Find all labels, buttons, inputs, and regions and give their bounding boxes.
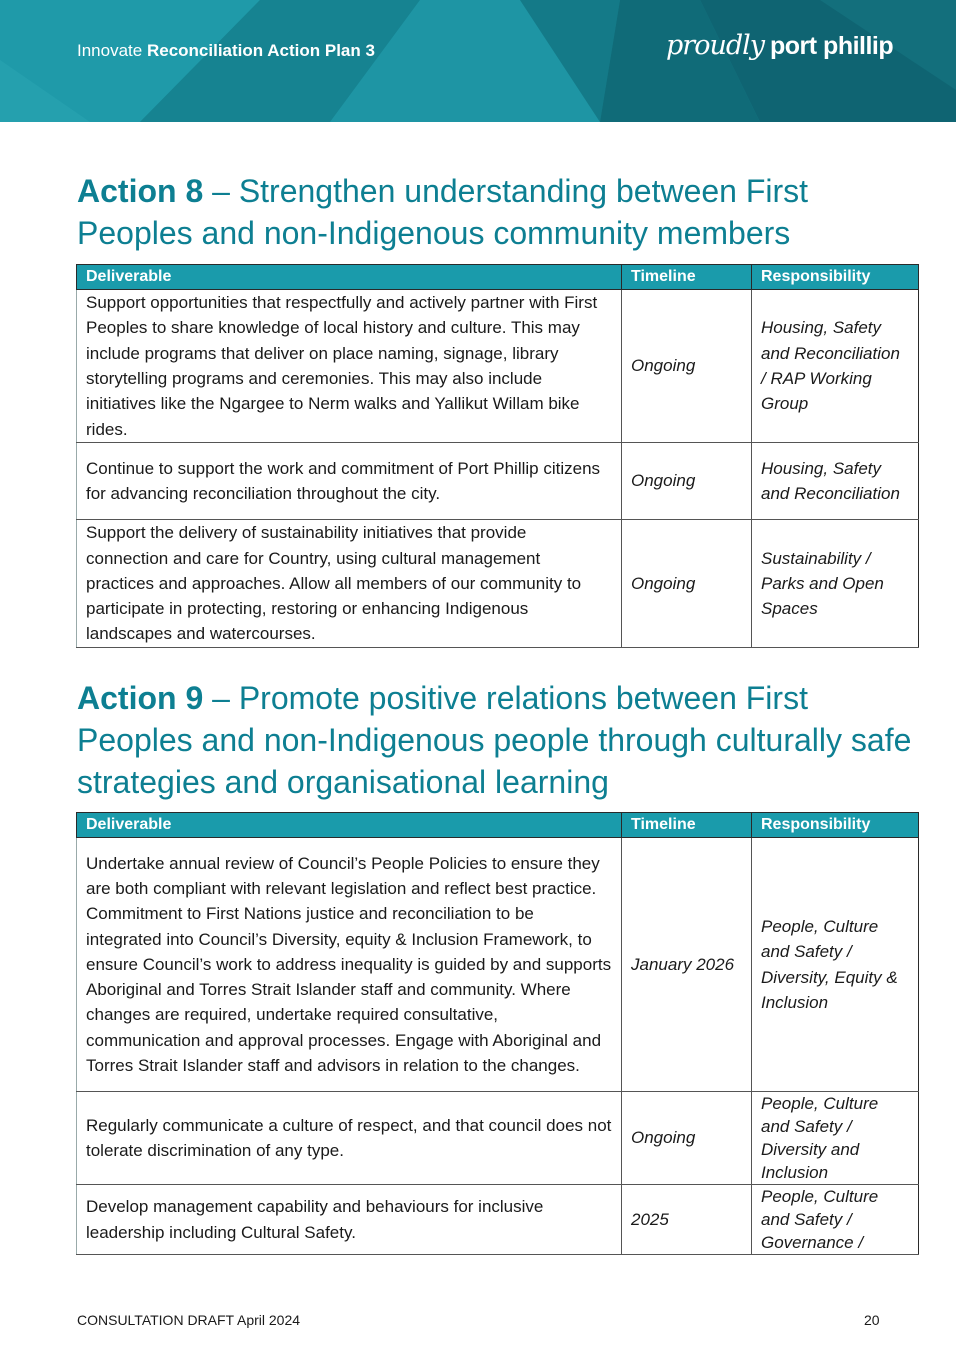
brand-logo (666, 30, 893, 61)
action9-table (76, 812, 919, 1255)
responsibility-cell: Housing, Safety and Reconciliation (752, 443, 919, 520)
column-header-timeline: Timeline (622, 265, 752, 290)
document-title-prefix: Innovate (77, 41, 143, 60)
table-row (77, 1185, 919, 1255)
column-header-responsibility: Responsibility (752, 813, 919, 838)
action9-number: Action 9 (77, 680, 204, 716)
brand-logo-script: proudly (666, 30, 765, 61)
table-header-row (77, 813, 919, 838)
timeline-cell: Ongoing (622, 1092, 752, 1185)
timeline-cell: Ongoing (622, 520, 752, 648)
action8-number: Action 8 (77, 173, 204, 209)
deliverable-cell: Develop management capability and behaviours for inclusive leadership including Cultural Safety. (77, 1185, 622, 1255)
action8-table (76, 264, 919, 648)
footer-draft-label: CONSULTATION DRAFT April 2024 (77, 1312, 301, 1328)
action8-title: – Strengthen understanding between First Peoples and non-Indigenous community members (77, 173, 809, 251)
table-row (77, 838, 919, 1092)
deliverable-cell: Continue to support the work and commitment of Port Phillip citizens for advancing reconciliation throughout the city. (77, 443, 622, 520)
action9-title: – Promote positive relations between First Peoples and non-Indigenous people through culturally safe strategies and organisational learning (77, 680, 912, 800)
table-row (77, 443, 919, 520)
responsibility-cell: Housing, Safety and Reconciliation / RAP Working Group (752, 290, 919, 443)
responsibility-cell: People, Culture and Safety / Diversity, Equity & Inclusion (752, 838, 919, 1092)
column-header-deliverable: Deliverable (77, 265, 622, 290)
table-row (77, 1092, 919, 1185)
column-header-deliverable: Deliverable (77, 813, 622, 838)
timeline-cell: Ongoing (622, 443, 752, 520)
deliverable-cell: Support opportunities that respectfully and actively partner with First Peoples to share knowledge of local history and culture. This may include programs that deliver on place naming, signage, library storytelling programs and ceremonies. This may also include initiatives like the Ngargee to Nerm walks and Yallikut Willam bike rides. (77, 290, 622, 443)
page-number: 20 (864, 1312, 880, 1328)
table-row (77, 290, 919, 443)
responsibility-cell: People, Culture and Safety / Governance / (752, 1185, 919, 1255)
header-banner (0, 0, 956, 122)
table-header-row (77, 265, 919, 290)
timeline-cell: Ongoing (622, 290, 752, 443)
action9-heading (77, 677, 917, 803)
column-header-responsibility: Responsibility (752, 265, 919, 290)
responsibility-cell: Sustainability / Parks and Open Spaces (752, 520, 919, 648)
action8-heading (77, 170, 917, 254)
timeline-cell: January 2026 (622, 838, 752, 1092)
timeline-cell: 2025 (622, 1185, 752, 1255)
banner-pattern (0, 0, 956, 122)
responsibility-cell: People, Culture and Safety / Diversity and Inclusion (752, 1092, 919, 1185)
document-title-bold: Reconciliation Action Plan 3 (146, 41, 375, 60)
deliverable-cell: Undertake annual review of Council’s People Policies to ensure they are both compliant with relevant legislation and reflect best practice. Commitment to First Nations justice and reconciliation to be integrated into Council’s Diversity, equity & Inclusion Framework, to ensure Council’s work to address inequality is guided by and supports Aboriginal and Torres Strait Islander staff and community. Where changes are required, undertake required consultative, communication and approval processes. Engage with Aboriginal and Torres Strait Islander staff and advisors in relation to the changes. (77, 838, 622, 1092)
document-title (77, 41, 375, 61)
column-header-timeline: Timeline (622, 813, 752, 838)
deliverable-cell: Support the delivery of sustainability initiatives that provide connection and care for Country, using cultural management practices and approaches. Allow all members of our community to participate in protecting, restoring or enhancing Indigenous landscapes and watercourses. (77, 520, 622, 648)
deliverable-cell: Regularly communicate a culture of respect, and that council does not tolerate discrimination of any type. (77, 1092, 622, 1185)
brand-logo-word: port phillip (770, 32, 894, 60)
table-row (77, 520, 919, 648)
